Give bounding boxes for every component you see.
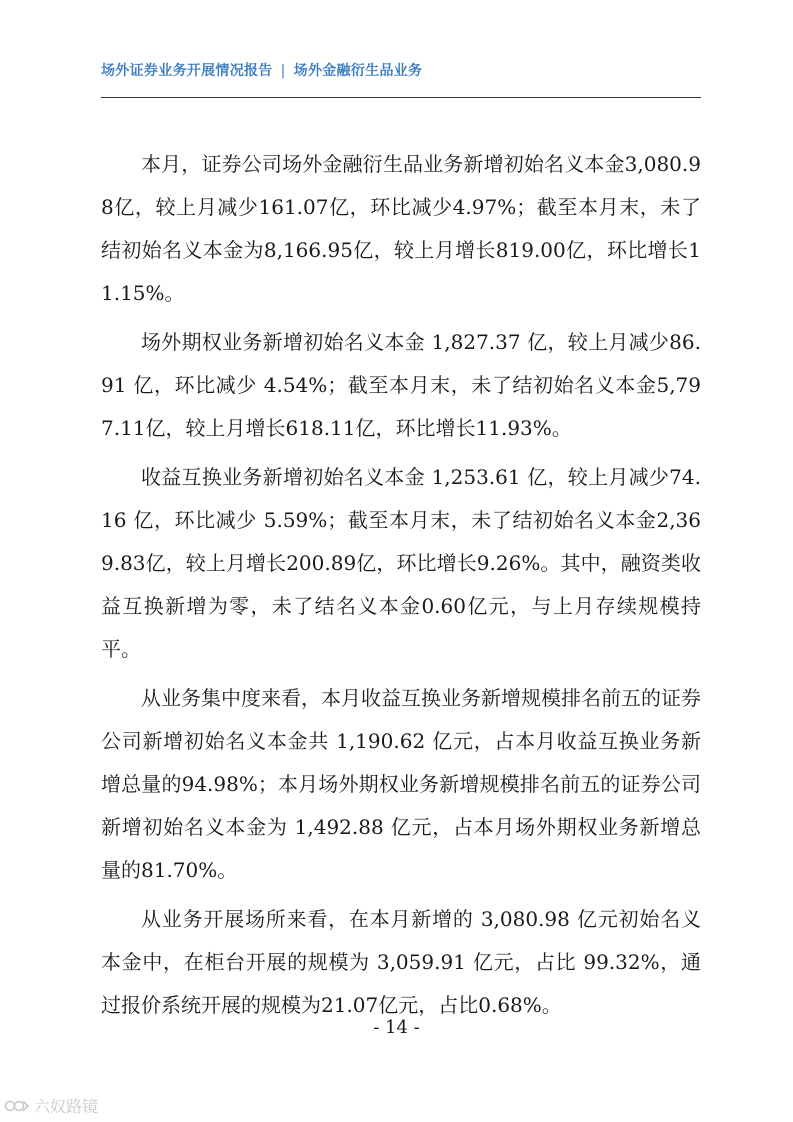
paragraph-total-return-swaps: 收益互换业务新增初始名义本金 1,253.61 亿，较上月减少74.16 亿，环比减少 5.59%；截至本月末，未了结初始名义本金2,369.83亿，较上月增长200.89亿，环比增长9.26%。其中，融资类收益互换新增为零，未了结名义本金0.60亿元，与上月存续规模持平。 bbox=[101, 465, 701, 661]
paragraph-trading-venue: 从业务开展场所来看，在本月新增的 3,080.98 亿元初始名义本金中，在柜台开展的规模为 3,059.91 亿元，占比 99.32%，通过报价系统开展的规模为21.07亿元，占比0.68%。 bbox=[101, 907, 701, 1017]
paragraph-overview: 本月，证券公司场外金融衍生品业务新增初始名义本金3,080.98亿，较上月减少161.07亿，环比减少4.97%；截至本月末，未了结初始名义本金为8,166.95亿，较上月增长819.00亿，环比增长11.15%。 bbox=[101, 152, 701, 305]
header-divider bbox=[101, 97, 701, 98]
paragraph-otc-options: 场外期权业务新增初始名义本金 1,827.37 亿，较上月减少86.91 亿，环比减少 4.54%；截至本月末，未了结初始名义本金5,797.11亿，较上月增长618.11亿，环比增长11.93%。 bbox=[101, 330, 701, 440]
watermark-logo-icon bbox=[4, 1097, 30, 1115]
document-body bbox=[101, 143, 701, 1027]
header-separator: | bbox=[280, 63, 286, 79]
paragraph-business-concentration: 从业务集中度来看，本月收益互换业务新增规模排名前五的证券公司新增初始名义本金共 1,190.62 亿元，占本月收益互换业务新增总量的94.98%；本月场外期权业务新增规模排名前五的证券公司新增初始名义本金为 1,492.88 亿元，占本月场外期权业务新增总量的81.70%。 bbox=[101, 686, 701, 882]
page-number: - 14 - bbox=[373, 1017, 420, 1038]
header-section-title: 场外金融衍生品业务 bbox=[293, 63, 423, 79]
running-header bbox=[101, 60, 422, 80]
header-report-title: 场外证券业务开展情况报告 bbox=[101, 63, 273, 79]
watermark-text: 六奴路镜 bbox=[34, 1097, 99, 1116]
watermark bbox=[4, 1094, 98, 1117]
